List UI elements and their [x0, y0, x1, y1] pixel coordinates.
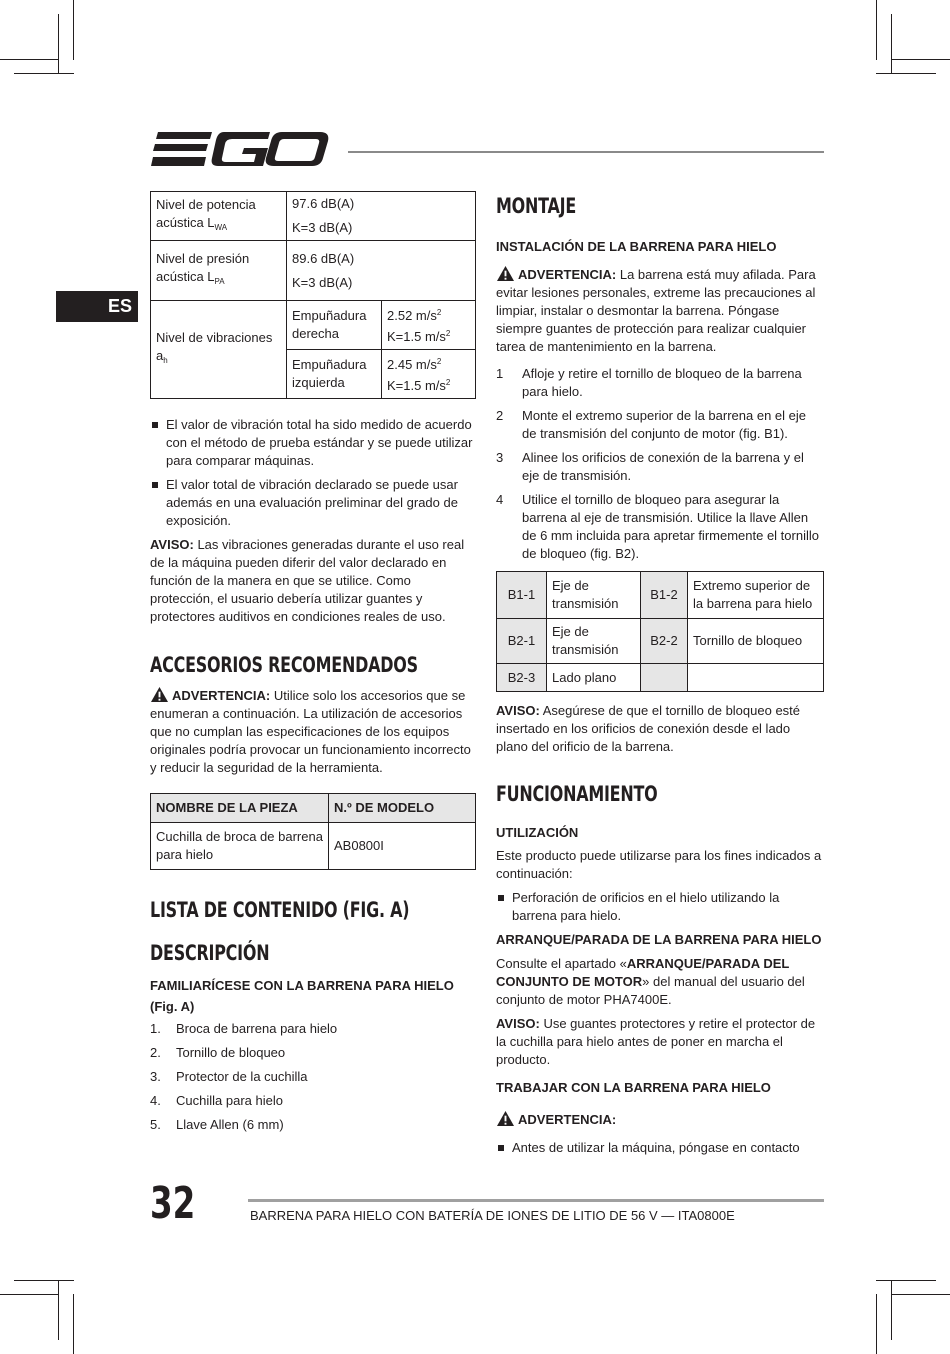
table-cell — [382, 301, 476, 350]
column-header: NOMBRE DE LA PIEZA — [151, 794, 329, 823]
item-text: Broca de barrena para hielo — [176, 1021, 338, 1036]
uses-list — [496, 889, 824, 925]
crop-mark — [876, 1280, 936, 1281]
aviso-text: Las vibraciones generadas durante el uso real de la máquina pueden diferir del valor declarado en función de la manera en que se utilice. Como protección, el usuario debería utilizar guantes y protectores auditivos en condiciones reales de uso. — [150, 537, 465, 624]
header-rule — [348, 151, 824, 153]
list-item — [496, 491, 824, 563]
item-number: 3. — [150, 1069, 161, 1084]
table-row — [497, 664, 824, 692]
list-item — [150, 1068, 476, 1086]
spec-subscript: h — [163, 356, 168, 365]
table-cell — [287, 192, 476, 241]
table-cell: AB0800I — [329, 823, 476, 870]
table-row — [497, 619, 824, 664]
list-item — [496, 449, 824, 485]
crop-mark — [876, 0, 877, 60]
crop-mark — [892, 1294, 950, 1295]
arranque-reference: ARRANQUE/PARADA DEL CONJUNTO DE MOTOR — [496, 956, 790, 989]
table-row — [151, 301, 476, 350]
warning-paragraph — [496, 1110, 824, 1129]
part-name: Tornillo de bloqueo — [688, 619, 824, 664]
warning-label: ADVERTENCIA: — [518, 267, 617, 282]
installation-steps — [496, 365, 824, 563]
footer-rule — [248, 1199, 824, 1202]
part-code-empty — [641, 664, 688, 692]
spec-label: Nivel de presión acústica L — [156, 251, 250, 284]
spec-value: 2.52 m/s — [387, 308, 437, 323]
list-item — [496, 365, 824, 401]
list-item: Perforación de orificios en el hielo utilizando la barrena para hielo. — [496, 889, 824, 925]
part-name: Lado plano — [547, 664, 641, 692]
crop-mark — [891, 1280, 892, 1340]
step-number: 4 — [496, 492, 504, 507]
list-item — [150, 1020, 476, 1038]
subheading-familiarice: FAMILIARÍCESE CON LA BARRENA PARA HIELO (Fig. A) — [150, 978, 454, 1014]
table-cell: Cuchilla de broca de barrena para hielo — [151, 823, 329, 870]
step-number: 1 — [496, 366, 504, 381]
list-item — [150, 1116, 476, 1134]
footer-title: BARRENA PARA HIELO CON BATERÍA DE IONES DE LITIO DE 56 V — ITA0800E — [250, 1208, 735, 1223]
list-item: El valor de vibración total ha sido medido de acuerdo con el método de prueba estándar y se puede utilizar para comparar máquinas. — [150, 416, 476, 470]
aviso-text: Asegúrese de que el tornillo de bloqueo esté insertado en los orificios de conexión desde el lado plano del orificio de la barrena. — [496, 703, 801, 754]
section-heading-funcionamiento: FUNCIONAMIENTO — [496, 782, 658, 806]
spec-value: 89.6 dB(A) — [292, 250, 355, 266]
spec-superscript: 2 — [436, 308, 442, 317]
aviso-label: AVISO: — [150, 537, 194, 552]
aviso-paragraph — [496, 1015, 824, 1069]
aviso-text: Use guantes protectores y retire el protector de la cuchilla para hielo antes de poner en marcha el producto. — [496, 1016, 816, 1067]
item-number: 1. — [150, 1021, 161, 1036]
section-heading-montaje: MONTAJE — [496, 194, 577, 218]
spec-subscript: PA — [214, 277, 225, 286]
table-header-row — [151, 794, 476, 823]
warning-text: La barrena está muy afilada. Para evitar lesiones personales, extreme las precauciones al limpiar, instalar o desmontar la barrena. Póngase siempre guantes de protección para realizar cualquier tarea de mantenimiento en la barrena. — [496, 267, 816, 354]
subheading-instalacion: INSTALACIÓN DE LA BARRENA PARA HIELO — [496, 239, 777, 254]
arranque-paragraph — [496, 955, 824, 1009]
subheading-utilizacion: UTILIZACIÓN — [496, 825, 579, 840]
step-text: Alinee los orificios de conexión de la barrena y el eje de transmisión. — [522, 450, 804, 483]
right-column — [496, 191, 824, 1163]
warning-text: Utilice solo los accesorios que se enumeran a continuación. La utilización de accesorios que no cumplan las especificaciones de los equipos originales podría provocar un funcionamiento incorrecto y reducir la seguridad de la herramienta. — [150, 688, 471, 775]
warning-icon — [496, 265, 515, 282]
language-tab: ES — [56, 291, 138, 322]
table-cell: Empuñadura izquierda — [287, 350, 382, 399]
crop-mark — [14, 1280, 74, 1281]
vibration-notes — [150, 416, 476, 530]
section-heading-descripcion: DESCRIPCIÓN — [150, 941, 270, 965]
aviso-paragraph — [496, 702, 824, 756]
warning-icon — [150, 686, 169, 703]
item-number: 5. — [150, 1117, 161, 1132]
step-text: Utilice el tornillo de bloqueo para asegurar la barrena al eje de transmisión. Utilice la llave Allen de 6 mm incluida para apretar firmemente el tornillo de bloqueo (fig. B2). — [522, 492, 819, 561]
arranque-text: » del manual del usuario del conjunto de motor PHA7400E. — [496, 974, 805, 1007]
spec-label: Nivel de potencia acústica L — [156, 196, 256, 230]
aviso-label: AVISO: — [496, 703, 540, 718]
table-row — [497, 572, 824, 619]
page-number: 32 — [150, 1178, 196, 1229]
subheading-trabajar: TRABAJAR CON LA BARRENA PARA HIELO — [496, 1080, 771, 1095]
table-row — [151, 823, 476, 870]
table-cell: Empuñadura derecha — [287, 301, 382, 350]
list-item — [496, 407, 824, 443]
crop-mark — [0, 1294, 58, 1295]
step-text: Monte el extremo superior de la barrena en el eje de transmisión del conjunto de motor (fig. B1). — [522, 408, 806, 441]
step-number: 2 — [496, 408, 504, 423]
subheading-arranque: ARRANQUE/PARADA DE LA BARRENA PARA HIELO — [496, 932, 822, 947]
crop-mark — [892, 59, 950, 60]
item-text: Cuchilla para hielo — [176, 1093, 283, 1108]
part-code: B2-1 — [497, 619, 547, 664]
warning-icon — [496, 1110, 515, 1127]
spec-superscript: 2 — [436, 357, 442, 366]
spec-subscript: WA — [214, 222, 228, 232]
item-text: Protector de la cuchilla — [176, 1069, 308, 1084]
spec-value: 2.45 m/s — [387, 357, 437, 372]
part-name: Eje de transmisión — [547, 619, 641, 664]
left-column — [150, 191, 476, 1140]
table-row — [151, 192, 476, 241]
crop-mark — [73, 0, 74, 60]
table-row — [151, 241, 476, 301]
warning-paragraph — [496, 265, 824, 356]
list-item — [150, 1092, 476, 1110]
table-cell — [151, 192, 287, 241]
table-cell — [151, 241, 287, 301]
aviso-paragraph — [150, 536, 476, 626]
spec-label: Nivel de vibraciones a — [156, 330, 273, 363]
section-heading-lista: LISTA DE CONTENIDO (FIG. A) — [150, 898, 410, 922]
crop-mark — [891, 14, 892, 74]
spec-uncertainty: K=1.5 m/s — [387, 329, 446, 344]
table-cell — [287, 241, 476, 301]
part-code: B1-2 — [641, 572, 688, 619]
table-cell — [382, 350, 476, 399]
part-code: B1-1 — [497, 572, 547, 619]
item-number: 4. — [150, 1093, 161, 1108]
spec-superscript: 2 — [445, 378, 451, 387]
warning-label: ADVERTENCIA: — [172, 688, 271, 703]
ego-logo — [150, 130, 330, 170]
accessories-table — [150, 793, 476, 870]
crop-mark — [876, 73, 936, 74]
intro-paragraph: Este producto puede utilizarse para los fines indicados a continuación: — [496, 848, 822, 881]
warning-label: ADVERTENCIA: — [518, 1112, 617, 1127]
part-code: B2-3 — [497, 664, 547, 692]
list-item: Antes de utilizar la máquina, póngase en contacto — [496, 1139, 824, 1157]
list-item: El valor total de vibración declarado se puede usar además en una evaluación preliminar del grado de exposición. — [150, 476, 476, 530]
part-name-empty — [688, 664, 824, 692]
spec-value: 97.6 dB(A) — [292, 196, 355, 211]
warning-paragraph — [150, 686, 476, 777]
work-warnings-list — [496, 1139, 824, 1157]
spec-superscript: 2 — [445, 329, 451, 338]
section-heading-accesorios: ACCESORIOS RECOMENDADOS — [150, 653, 418, 677]
part-name: Eje de transmisión — [547, 572, 641, 619]
spec-uncertainty: K=3 dB(A) — [292, 220, 353, 235]
arranque-text: Consulte el apartado « — [496, 956, 627, 971]
crop-mark — [58, 1280, 59, 1340]
parts-legend-table — [496, 571, 824, 692]
item-number: 2. — [150, 1045, 161, 1060]
column-header: N.º DE MODELO — [329, 794, 476, 823]
components-list — [150, 1020, 476, 1134]
crop-mark — [58, 14, 59, 74]
specs-table — [150, 191, 476, 399]
step-number: 3 — [496, 450, 504, 465]
spec-uncertainty: K=3 dB(A) — [292, 274, 353, 290]
list-item — [150, 1044, 476, 1062]
table-cell — [151, 301, 287, 399]
spec-uncertainty: K=1.5 m/s — [387, 378, 446, 393]
crop-mark — [14, 73, 74, 74]
part-code: B2-2 — [641, 619, 688, 664]
part-name: Extremo superior de la barrena para hielo — [688, 572, 824, 619]
crop-mark — [0, 59, 58, 60]
step-text: Afloje y retire el tornillo de bloqueo de la barrena para hielo. — [522, 366, 802, 399]
item-text: Llave Allen (6 mm) — [176, 1117, 284, 1132]
crop-mark — [73, 1294, 74, 1354]
crop-mark — [876, 1294, 877, 1354]
item-text: Tornillo de bloqueo — [176, 1045, 286, 1060]
aviso-label: AVISO: — [496, 1016, 540, 1031]
